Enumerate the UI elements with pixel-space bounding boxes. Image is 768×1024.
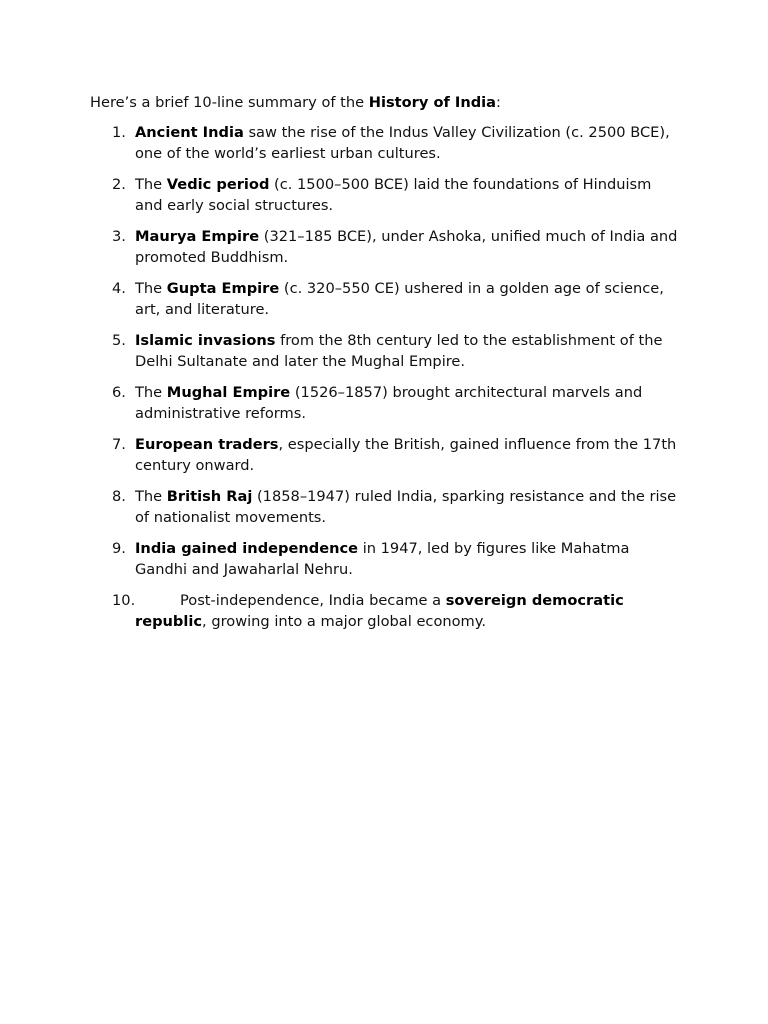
list-item-number: 7. [112, 436, 126, 453]
list-item-pre: The [135, 384, 167, 401]
list-item-pre: The [135, 280, 167, 297]
list-item [90, 174, 680, 216]
list-item-bold: Islamic invasions [135, 332, 276, 349]
list-item-bold: Gupta Empire [166, 280, 280, 297]
list-item-bold: European traders [135, 436, 279, 453]
intro-prefix: Here’s a brief 10-line summary of the [90, 94, 369, 111]
list-item [90, 486, 680, 528]
list-item-pre: Post-independence, India became a [180, 592, 446, 609]
list-item-number: 5. [112, 332, 126, 349]
document-body [90, 90, 680, 642]
list-item-text: in 1947, led by figures like Mahatma Gandhi and Jawaharlal Nehru. [135, 540, 630, 578]
list-item-text: (c. 320–550 CE) ushered in a golden age of science, art, and literature. [135, 280, 664, 318]
list-item-bold: Ancient India [135, 124, 244, 141]
list-item-bold: Vedic period [166, 176, 270, 193]
list-item [90, 538, 680, 580]
list-item [90, 382, 680, 424]
list-item [90, 226, 680, 268]
list-item [90, 590, 680, 632]
list-item-text: , especially the British, gained influence from the 17th century onward. [135, 436, 677, 474]
intro-suffix: : [496, 94, 501, 111]
list-item-text: saw the rise of the Indus Valley Civilization (c. 2500 BCE), one of the world’s earliest urban cultures. [135, 124, 670, 162]
list-item-number: 6. [112, 384, 126, 401]
list-item-bold: British Raj [166, 488, 253, 505]
list-item-bold: sovereign democratic republic [135, 592, 624, 630]
list-item-text: (1526–1857) brought architectural marvels and administrative reforms. [135, 384, 643, 422]
list-item-number: 4. [112, 280, 126, 297]
list-item-number: 3. [112, 228, 126, 245]
list-item-text: (1858–1947) ruled India, sparking resistance and the rise of nationalist movements. [135, 488, 677, 526]
list-item [90, 278, 680, 320]
list-item [90, 330, 680, 372]
list-item-text: (c. 1500–500 BCE) laid the foundations of Hinduism and early social structures. [135, 176, 652, 214]
intro-paragraph [90, 90, 680, 113]
list-item-pre: The [135, 488, 167, 505]
list-item-number: 9. [112, 540, 126, 557]
list-item-text: (321–185 BCE), under Ashoka, unified much of India and promoted Buddhism. [135, 228, 678, 266]
list-item-text: from the 8th century led to the establishment of the Delhi Sultanate and later the Mughal Empire. [135, 332, 663, 370]
list-item-number: 10. [112, 592, 136, 609]
list-item-pre: The [135, 176, 167, 193]
list-item [90, 434, 680, 476]
list-item-bold: India gained independence [135, 540, 359, 557]
list-item-number: 8. [112, 488, 126, 505]
list-item-number: 2. [112, 176, 126, 193]
list-item-number: 1. [112, 124, 126, 141]
intro-bold-title: History of India [368, 94, 497, 111]
list-item-bold: Mughal Empire [166, 384, 291, 401]
list-item [90, 122, 680, 164]
list-item-text: , growing into a major global economy. [202, 613, 486, 630]
list-item-bold: Maurya Empire [135, 228, 260, 245]
history-list [90, 122, 680, 632]
